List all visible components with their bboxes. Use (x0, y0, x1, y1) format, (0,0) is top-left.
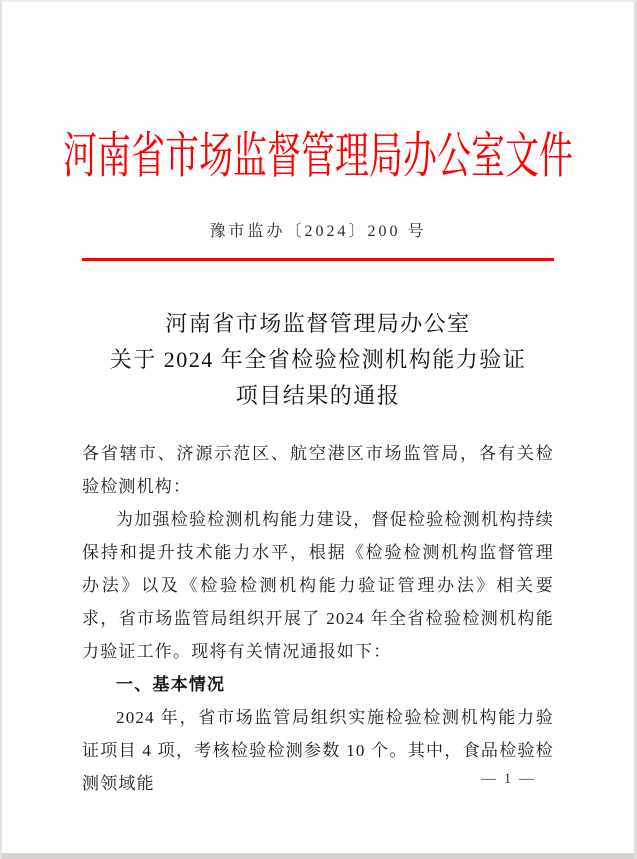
document-title-line-2: 关于 2024 年全省检验检测机构能力验证 (109, 347, 527, 372)
document-title (2, 306, 634, 414)
page-bottom-edge (2, 853, 634, 859)
red-divider-line (82, 258, 554, 261)
page-number: — 1 — (481, 771, 536, 787)
body-paragraph-1: 为加强检验检测机构能力建设，督促检验检测机构持续保持和提升技术能力水平，根据《检验检测机构监督管理办法》以及《检验检测机构能力验证管理办法》相关要求，省市场监管局组织开展了 2024 年全省检验检测机构能力验证工作。现将有关情况通报如下： (82, 510, 554, 661)
salutation-line: 各省辖市、济源示范区、航空港区市场监管局，各有关检验检测机构： (82, 444, 554, 496)
section-heading-basic-situation: 一、基本情况 (116, 675, 226, 694)
letterhead-agency-title: 河南省市场监督管理局办公室文件 (63, 130, 573, 185)
document-number: 豫市监办〔2024〕200 号 (209, 223, 427, 240)
document-body (82, 437, 554, 800)
body-paragraph-2: 2024 年，省市场监管局组织实施检验检测机构能力验证项目 4 项，考核检验检测参数 10 个。其中，食品检验检测领域能 (82, 708, 554, 793)
document-title-line-1: 河南省市场监督管理局办公室 (165, 311, 471, 336)
document-title-line-3: 项目结果的通报 (235, 383, 401, 408)
